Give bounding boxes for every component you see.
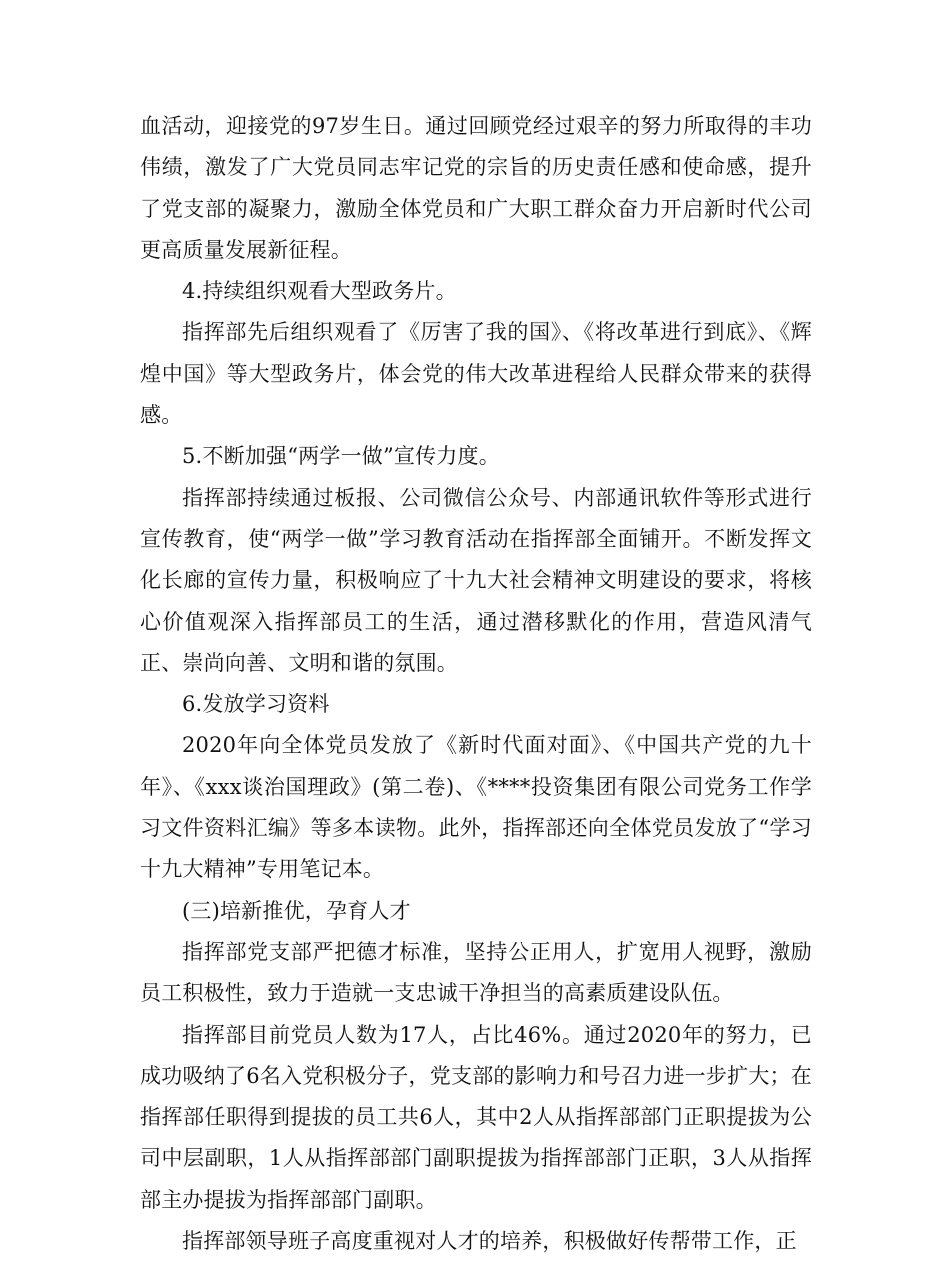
heading-item-6: 6.发放学习资料 <box>182 692 330 717</box>
paragraph-5: 指挥部党支部严把德才标准，坚持公正用人，扩宽用人视野，激励员工积极性，致力于造就一支忠诚干净担当的高素质建设队伍。 <box>140 939 812 1006</box>
heading-item-5: 5.不断加强“两学一做”宣传力度。 <box>182 444 500 469</box>
paragraph-7: 指挥部领导班子高度重视对人才的培养，积极做好传帮带工作，正 <box>182 1229 797 1254</box>
paragraph-6: 指挥部目前党员人数为17人，占比46%。通过2020年的努力，已成功吸纳了6名入党积极分子，党支部的影响力和号召力进一步扩大；在指挥部任职得到提拔的员工共6人，其中2人从指挥部部门正职提拔为公司中层副职，1人从指挥部部门副职提拔为指挥部部门正职，3人从指挥部主办提拔为指挥部部门副职。 <box>140 1022 812 1212</box>
paragraph-3: 指挥部持续通过板报、公司微信公众号、内部通讯软件等形式进行宣传教育，使“两学一做”学习教育活动在指挥部全面铺开。不断发挥文化长廊的宣传力量，积极响应了十九大社会精神文明建设的要求，将核心价值观深入指挥部员工的生活，通过潜移默化的作用，营造风清气正、崇尚向善、文明和谐的氛围。 <box>140 485 812 675</box>
heading-item-4: 4.持续组织观看大型政务片。 <box>182 279 457 304</box>
section-heading-3: (三)培新推优，孕育人才 <box>182 898 411 923</box>
paragraph-2: 指挥部先后组织观看了《厉害了我的国》、《将改革进行到底》、《辉煌中国》等大型政务片，体会党的伟大改革进程给人民群众带来的获得感。 <box>140 320 812 428</box>
paragraph-4: 2020年向全体党员发放了《新时代面对面》、《中国共产党的九十年》、《xxx谈治国理政》(第二卷)、《****投资集团有限公司党务工作学习文件资料汇编》等多本读物。此外，指挥部还向全体党员发放了“学习十九大精神”专用笔记本。 <box>140 733 812 882</box>
document-body <box>140 106 812 1262</box>
paragraph-1: 血活动，迎接党的97岁生日。通过回顾党经过艰辛的努力所取得的丰功伟绩，激发了广大党员同志牢记党的宗旨的历史责任感和使命感，提升了党支部的凝聚力，激励全体党员和广大职工群众奋力开启新时代公司更高质量发展新征程。 <box>140 114 812 262</box>
